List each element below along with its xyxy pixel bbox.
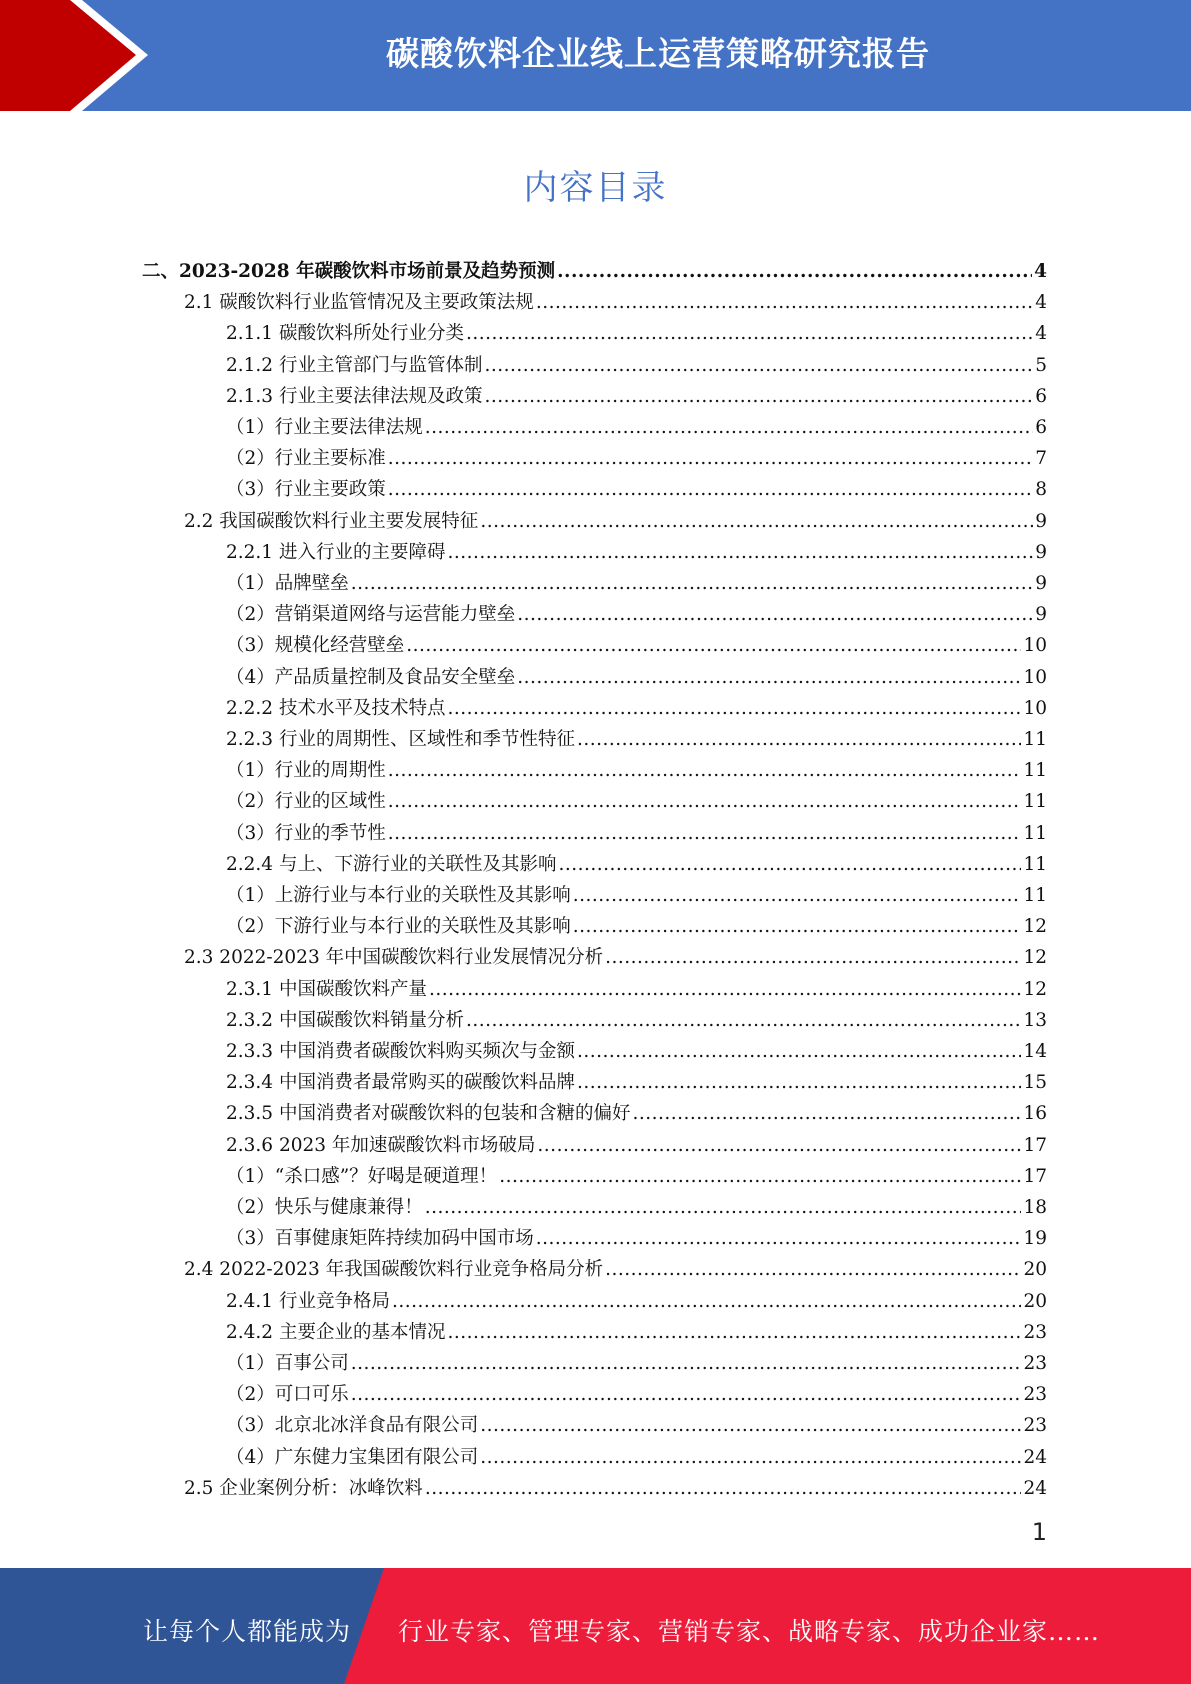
toc-entry[interactable]	[226, 908, 1047, 939]
toc-entry[interactable]	[184, 1470, 1047, 1501]
toc-leader-dots	[351, 1383, 1022, 1407]
toc-entry-title: 2.3 2022-2023 年中国碳酸饮料行业发展情况分析	[184, 947, 604, 969]
toc-entry-page: 9	[1035, 541, 1047, 563]
toc-entry[interactable]	[226, 565, 1047, 596]
toc-leader-dots	[517, 666, 1021, 690]
toc-entry-title: 2.1 碳酸饮料行业监管情况及主要政策法规	[184, 292, 534, 314]
toc-entry[interactable]	[226, 1314, 1047, 1345]
toc-entry-page: 10	[1023, 635, 1047, 657]
toc-entry-title: 2.3.3 中国消费者碳酸饮料购买频次与金额	[226, 1041, 575, 1062]
toc-entry-page: 4	[1035, 292, 1047, 314]
toc-entry[interactable]	[226, 471, 1047, 502]
toc-entry[interactable]	[184, 284, 1047, 315]
toc-leader-dots	[536, 291, 1033, 315]
page-footer	[0, 1568, 1191, 1684]
toc-entry[interactable]	[226, 1033, 1047, 1064]
toc-entry[interactable]	[184, 503, 1047, 534]
toc-entry-page: 9	[1035, 510, 1047, 532]
toc-entry-title: （1）行业主要法律法规	[226, 417, 423, 438]
toc-entry-title: 2.3.2 中国碳酸饮料销量分析	[226, 1009, 464, 1031]
toc-entry-title: （2）可口可乐	[226, 1384, 349, 1406]
toc-leader-dots	[484, 385, 1033, 409]
toc-entry[interactable]	[226, 721, 1047, 752]
toc-leader-dots	[573, 884, 1022, 908]
toc-entry-title: （1）行业的周期性	[226, 760, 386, 782]
toc-entry[interactable]	[226, 596, 1047, 627]
toc-entry-page: 23	[1023, 1321, 1047, 1343]
toc-leader-dots	[466, 322, 1033, 346]
toc-leader-dots	[558, 853, 1021, 877]
toc-entry[interactable]	[226, 971, 1047, 1002]
toc-entry-title: （3）行业的季节性	[226, 822, 386, 844]
toc-entry-title: （3）北京北冰洋食品有限公司	[226, 1415, 479, 1437]
toc-leader-dots	[351, 572, 1033, 596]
toc-entry[interactable]	[142, 253, 1047, 284]
toc-entry-page: 11	[1023, 791, 1047, 813]
toc-leader-dots	[605, 1258, 1021, 1282]
toc-entry[interactable]	[226, 378, 1047, 409]
toc-entry-page: 5	[1035, 354, 1047, 376]
toc-entry[interactable]	[226, 783, 1047, 814]
toc-entry-page: 14	[1023, 1041, 1047, 1062]
toc-leader-dots	[577, 1071, 1021, 1095]
toc-entry-title: 2.4.2 主要企业的基本情况	[226, 1321, 446, 1343]
toc-entry-title: （2）营销渠道网络与运营能力壁垒	[226, 604, 516, 626]
toc-entry[interactable]	[226, 1220, 1047, 1251]
toc-entry[interactable]	[226, 659, 1047, 690]
toc-entry-title: （1）品牌壁垒	[226, 573, 349, 594]
toc-leader-dots	[388, 822, 1022, 846]
report-title: 碳酸饮料企业线上运营策略研究报告	[386, 34, 930, 73]
toc-entry[interactable]	[226, 1002, 1047, 1033]
toc-entry-page: 17	[1023, 1165, 1047, 1187]
toc-entry-title: （1）上游行业与本行业的关联性及其影响	[226, 885, 571, 906]
toc-leader-dots	[466, 1009, 1021, 1033]
toc-entry-title: 2.3.1 中国碳酸饮料产量	[226, 978, 427, 1000]
toc-leader-dots	[557, 260, 1032, 284]
toc-leader-dots	[429, 978, 1021, 1002]
toc-entry-title: 2.4.1 行业竞争格局	[226, 1290, 390, 1312]
toc-entry-page: 6	[1035, 385, 1047, 407]
toc-leader-dots	[536, 1227, 1022, 1251]
page-header	[0, 0, 1191, 111]
toc-entry-page: 12	[1023, 947, 1047, 969]
toc-entry-title: 2.5 企业案例分析：冰峰饮料	[184, 1477, 423, 1499]
toc-entry-page: 23	[1023, 1415, 1047, 1437]
toc-entry[interactable]	[184, 939, 1047, 970]
toc-entry-page: 17	[1023, 1134, 1047, 1156]
toc-entry-page: 20	[1023, 1259, 1047, 1281]
toc-entry-page: 4	[1035, 323, 1047, 345]
toc-entry-title: （2）行业主要标准	[226, 448, 386, 470]
toc-entry[interactable]	[226, 1064, 1047, 1095]
toc-heading: 内容目录	[523, 168, 668, 208]
toc-entry[interactable]	[226, 815, 1047, 846]
toc-entry-page: 4	[1034, 261, 1047, 282]
toc-entry-title: 2.4 2022-2023 年我国碳酸饮料行业竞争格局分析	[184, 1259, 604, 1281]
toc-entry[interactable]	[226, 1127, 1047, 1158]
toc-entry-page: 11	[1023, 885, 1047, 906]
toc-leader-dots	[447, 1321, 1021, 1345]
toc-leader-dots	[517, 603, 1033, 627]
toc-entry-page: 9	[1035, 573, 1047, 594]
toc-entry-title: （3）规模化经营壁垒	[226, 635, 405, 657]
toc-entry-title: （3）百事健康矩阵持续加码中国市场	[226, 1228, 534, 1250]
toc-entry[interactable]	[226, 534, 1047, 565]
toc-leader-dots	[484, 354, 1033, 378]
toc-leader-dots	[573, 915, 1022, 939]
toc-entry-page: 24	[1023, 1446, 1047, 1468]
footer-slogan-left: 让每个人都能成为	[143, 1617, 352, 1646]
toc-entry-title: （1）“杀口感”？好喝是硬道理！	[226, 1165, 498, 1187]
toc-entry-title: 2.1.2 行业主管部门与监管体制	[226, 354, 483, 376]
toc-entry[interactable]	[226, 1439, 1047, 1470]
toc-entry-page: 11	[1023, 760, 1047, 782]
toc-entry-title: 2.2.4 与上、下游行业的关联性及其影响	[226, 853, 557, 875]
toc-entry-title: 2.2.1 进入行业的主要障碍	[226, 541, 446, 563]
toc-leader-dots	[537, 1134, 1021, 1158]
toc-leader-dots	[388, 478, 1033, 502]
toc-entry-page: 23	[1023, 1384, 1047, 1406]
toc-entry[interactable]	[226, 409, 1047, 440]
toc-entry[interactable]	[184, 1251, 1047, 1282]
toc-leader-dots	[499, 1165, 1021, 1189]
toc-entry-title: 2.2.2 技术水平及技术特点	[226, 697, 446, 719]
toc-entry[interactable]	[226, 690, 1047, 721]
toc-entry-page: 23	[1023, 1353, 1047, 1374]
toc-entry-title: （1）百事公司	[226, 1353, 349, 1374]
toc-entry-title: （2）快乐与健康兼得！	[226, 1197, 423, 1218]
toc-entry[interactable]	[226, 877, 1047, 908]
toc-leader-dots	[392, 1290, 1021, 1314]
toc-entry-title: （3）行业主要政策	[226, 479, 386, 501]
toc-entry-title: （2）行业的区域性	[226, 791, 386, 813]
toc-entry[interactable]	[226, 1283, 1047, 1314]
toc-entry[interactable]	[226, 1376, 1047, 1407]
toc-entry-page: 11	[1023, 853, 1047, 875]
toc-leader-dots	[388, 790, 1022, 814]
toc-entry[interactable]	[226, 347, 1047, 378]
toc-entry-page: 15	[1023, 1072, 1047, 1094]
toc-entry-page: 19	[1023, 1228, 1047, 1250]
toc-entry[interactable]	[226, 1407, 1047, 1438]
toc-entry[interactable]	[226, 1158, 1047, 1189]
toc-leader-dots	[425, 1196, 1022, 1220]
toc-entry-title: 2.2.3 行业的周期性、区域性和季节性特征	[226, 729, 575, 750]
toc-leader-dots	[447, 541, 1033, 565]
toc-entry-title: 2.1.3 行业主要法律法规及政策	[226, 385, 483, 407]
toc-leader-dots	[605, 946, 1021, 970]
page-number: 1	[1031, 1518, 1047, 1546]
toc-entry-page: 6	[1035, 417, 1047, 438]
toc-entry-title: 2.3.5 中国消费者对碳酸饮料的包装和含糖的偏好	[226, 1103, 631, 1125]
toc-entry-page: 18	[1023, 1197, 1047, 1218]
toc-entry-title: （2）下游行业与本行业的关联性及其影响	[226, 916, 571, 938]
toc-entry[interactable]	[226, 440, 1047, 471]
toc-entry-page: 7	[1035, 448, 1047, 470]
toc-entry-page: 20	[1023, 1290, 1047, 1312]
toc-entry-page: 12	[1023, 978, 1047, 1000]
toc-entry-page: 24	[1023, 1477, 1047, 1499]
toc-entry-page: 8	[1035, 479, 1047, 501]
toc-leader-dots	[406, 634, 1021, 658]
toc-entry[interactable]	[226, 1095, 1047, 1126]
toc-entry[interactable]	[226, 846, 1047, 877]
toc-entry-page: 11	[1023, 729, 1047, 750]
toc-entry-page: 10	[1023, 666, 1047, 688]
toc-entry-page: 16	[1023, 1103, 1047, 1125]
toc-leader-dots	[632, 1102, 1021, 1126]
toc-entry-page: 10	[1023, 697, 1047, 719]
toc-entry-title: 二、2023-2028 年碳酸饮料市场前景及趋势预测	[142, 261, 556, 282]
toc-leader-dots	[425, 1477, 1022, 1501]
toc-leader-dots	[480, 1414, 1021, 1438]
toc-entry-page: 9	[1035, 604, 1047, 626]
toc-entry-page: 11	[1023, 822, 1047, 844]
toc-entry[interactable]	[226, 752, 1047, 783]
toc-entry-title: （4）广东健力宝集团有限公司	[226, 1446, 479, 1468]
toc-entry-title: （4）产品质量控制及食品安全壁垒	[226, 666, 516, 688]
toc-entry-title: 2.3.4 中国消费者最常购买的碳酸饮料品牌	[226, 1072, 575, 1094]
toc-entry[interactable]	[226, 1345, 1047, 1376]
toc-leader-dots	[425, 416, 1033, 440]
toc-entry-title: 2.1.1 碳酸饮料所处行业分类	[226, 323, 464, 345]
toc-entry[interactable]	[226, 315, 1047, 346]
toc-entry[interactable]	[226, 627, 1047, 658]
toc-leader-dots	[577, 1040, 1021, 1064]
toc-leader-dots	[447, 697, 1021, 721]
toc-entry-page: 12	[1023, 916, 1047, 938]
toc-leader-dots	[480, 1446, 1021, 1470]
toc-leader-dots	[388, 447, 1033, 471]
toc-entry-title: 2.3.6 2023 年加速碳酸饮料市场破局	[226, 1134, 536, 1156]
toc-entry-page: 13	[1023, 1009, 1047, 1031]
toc-leader-dots	[388, 759, 1022, 783]
toc-leader-dots	[577, 728, 1021, 752]
toc-entry[interactable]	[226, 1189, 1047, 1220]
toc-leader-dots	[351, 1352, 1022, 1376]
footer-slogan-right: 行业专家、管理专家、营销专家、战略专家、成功企业家……	[398, 1617, 1101, 1646]
toc-entry-title: 2.2 我国碳酸饮料行业主要发展特征	[184, 510, 479, 532]
toc-leader-dots	[480, 510, 1033, 534]
